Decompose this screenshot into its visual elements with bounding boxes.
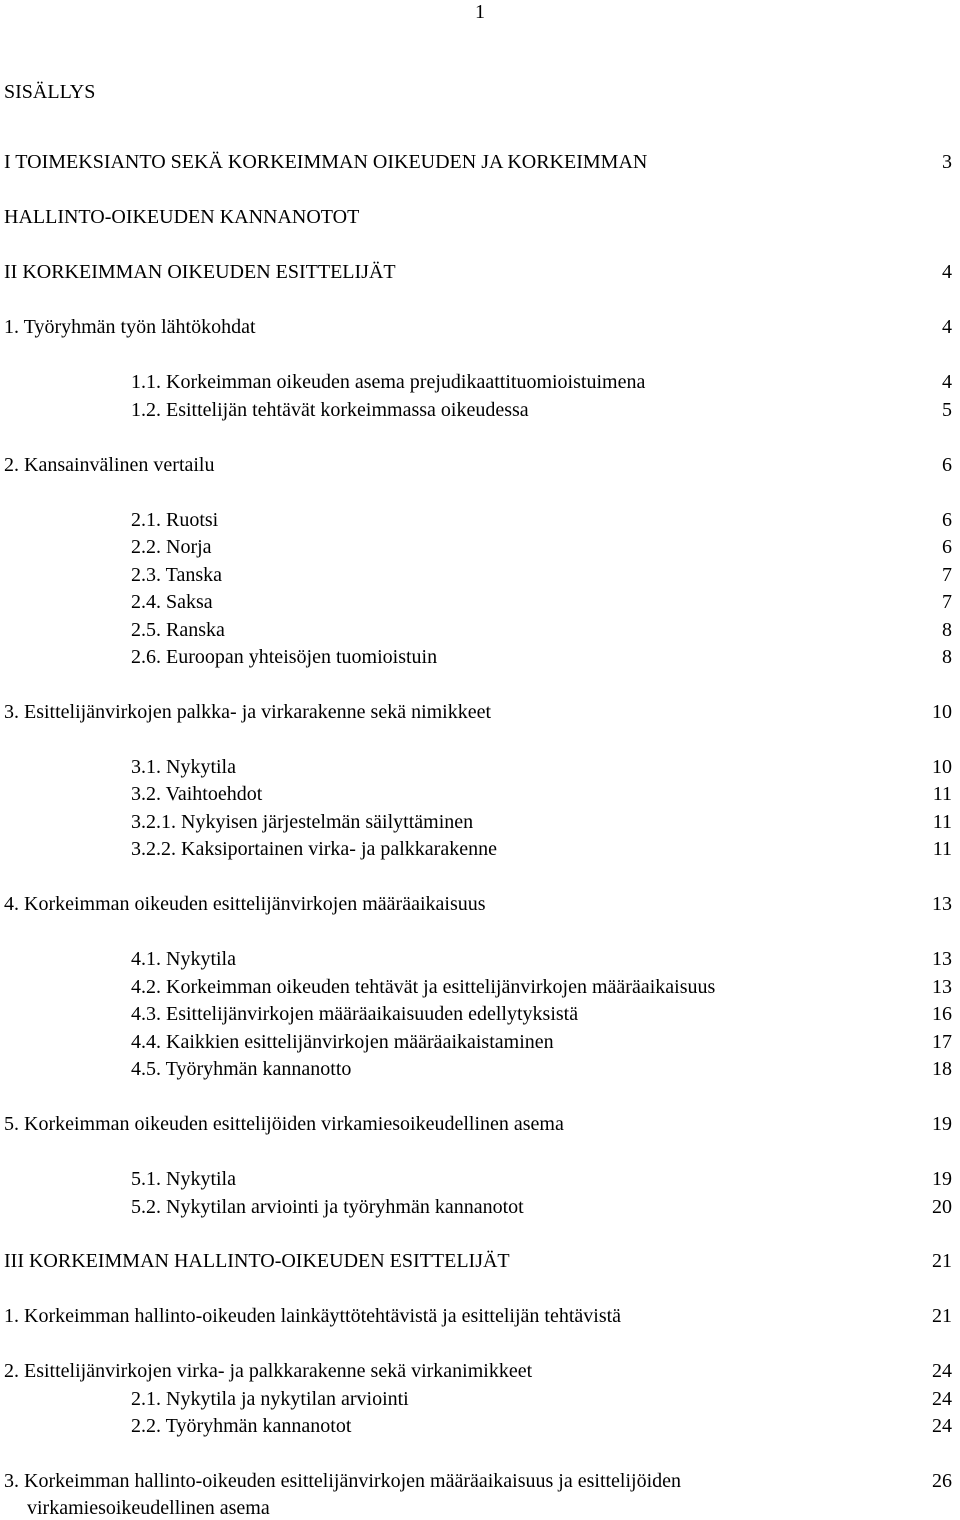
toc-entry-page: 24: [932, 1415, 952, 1437]
toc-entry-title: 1.1. Korkeimman oikeuden asema prejudikaattituomioistuimena: [131, 371, 646, 393]
toc-entry-title: 3.1. Nykytila: [131, 756, 236, 778]
toc-entry: [4, 1032, 952, 1054]
toc-entry-page: 4: [942, 371, 952, 393]
toc-entry-page: 24: [932, 1360, 952, 1382]
toc-entry-title: I TOIMEKSIANTO SEKÄ KORKEIMMAN OIKEUDEN JA KORKEIMMAN: [4, 151, 648, 173]
toc-entry: [4, 1389, 952, 1411]
toc-entry: [4, 1498, 952, 1520]
toc-entry-title: 5.1. Nykytila: [131, 1168, 236, 1190]
page-number: 1: [475, 1, 485, 23]
toc-entry: [4, 1416, 952, 1438]
toc-entry-page: 6: [942, 509, 952, 531]
toc-entry-page: 18: [932, 1058, 952, 1080]
toc-entry-page: 4: [942, 316, 952, 338]
toc-entry-title: 4.2. Korkeimman oikeuden tehtävät ja esittelijänvirkojen määräaikaisuus: [131, 976, 716, 998]
toc-entry: [4, 1197, 952, 1219]
toc-entry-title: III KORKEIMMAN HALLINTO-OIKEUDEN ESITTELIJÄT: [4, 1250, 510, 1272]
toc-entry: [4, 894, 952, 916]
toc-entry-page: 16: [932, 1003, 952, 1025]
toc-entry-title: 3. Esittelijänvirkojen palkka- ja virkarakenne sekä nimikkeet: [4, 701, 492, 723]
toc-entry-title: HALLINTO-OIKEUDEN KANNANOTOT: [4, 206, 360, 228]
toc-entry: [4, 565, 952, 587]
toc-entry: [4, 317, 952, 339]
toc-entry-title: 1. Korkeimman hallinto-oikeuden lainkäyttötehtävistä ja esittelijän tehtävistä: [4, 1305, 622, 1327]
toc-entry-title: 4.1. Nykytila: [131, 948, 236, 970]
toc-entry: [4, 1114, 952, 1136]
toc-entry-page: 8: [942, 619, 952, 641]
toc-entry: [4, 1169, 952, 1191]
toc-entry-title: 2.4. Saksa: [131, 591, 213, 613]
toc-entry: [4, 1306, 952, 1328]
toc-entry: [4, 372, 952, 394]
toc-entry-page: 7: [942, 564, 952, 586]
toc-entry-page: 17: [932, 1031, 952, 1053]
toc-entry-page: 11: [932, 811, 952, 833]
toc-entry-title: 3.2. Vaihtoehdot: [131, 783, 263, 805]
toc-entry: [4, 592, 952, 614]
toc-entry-title: 4. Korkeimman oikeuden esittelijänvirkojen määräaikaisuus: [4, 893, 486, 915]
toc-entry: [4, 1251, 952, 1273]
toc-entry-page: 10: [932, 756, 952, 778]
toc-entry: [4, 812, 952, 834]
toc-entry-page: 4: [942, 261, 952, 283]
toc-heading: SISÄLLYS: [4, 81, 96, 103]
toc-entry-page: 21: [932, 1250, 952, 1272]
toc-entry: [4, 839, 952, 861]
toc-entry: [4, 152, 952, 174]
toc-entry: [4, 949, 952, 971]
toc-entry-page: 19: [932, 1113, 952, 1135]
toc-entry-page: 19: [932, 1168, 952, 1190]
toc-entry: [4, 1059, 952, 1081]
toc-entry: [4, 262, 952, 284]
toc-entry-title: 3.2.1. Nykyisen järjestelmän säilyttäminen: [131, 811, 474, 833]
toc-entry-page: 11: [932, 783, 952, 805]
toc-entry-title: 2. Esittelijänvirkojen virka- ja palkkarakenne sekä virkanimikkeet: [4, 1360, 533, 1382]
toc-entry-page: 13: [932, 976, 952, 998]
toc-entry: [4, 400, 952, 422]
toc-entry-page: 20: [932, 1196, 952, 1218]
toc-entry-page: 13: [932, 948, 952, 970]
toc-entry-title: 4.4. Kaikkien esittelijänvirkojen määräaikaistaminen: [131, 1031, 554, 1053]
toc-entry-title: 4.5. Työryhmän kannanotto: [131, 1058, 352, 1080]
toc-entry-page: 21: [932, 1305, 952, 1327]
toc-entry-page: 8: [942, 646, 952, 668]
toc-entry: [4, 537, 952, 559]
toc-entry-title: II KORKEIMMAN OIKEUDEN ESITTELIJÄT: [4, 261, 396, 283]
toc-entry-title: 2.3. Tanska: [131, 564, 222, 586]
toc-entry-title: virkamiesoikeudellinen asema: [27, 1497, 270, 1519]
toc-entry: [4, 207, 952, 229]
toc-entry-title: 5.2. Nykytilan arviointi ja työryhmän kannanotot: [131, 1196, 524, 1218]
toc-entry-title: 2. Kansainvälinen vertailu: [4, 454, 215, 476]
toc-entry-page: 11: [932, 838, 952, 860]
toc-entry-page: 10: [932, 701, 952, 723]
toc-entry-title: 1.2. Esittelijän tehtävät korkeimmassa oikeudessa: [131, 399, 529, 421]
toc-entry-page: 13: [932, 893, 952, 915]
toc-entry-title: 2.2. Työryhmän kannanotot: [131, 1415, 352, 1437]
toc-entry: [4, 1004, 952, 1026]
toc-entry-title: 2.5. Ranska: [131, 619, 225, 641]
toc-entry: [4, 977, 952, 999]
toc-entry-title: 2.2. Norja: [131, 536, 212, 558]
toc-entry-page: 26: [932, 1470, 952, 1492]
toc-entry-title: 3. Korkeimman hallinto-oikeuden esittelijänvirkojen määräaikaisuus ja esittelijöiden: [4, 1470, 682, 1492]
toc-entry-title: 2.1. Nykytila ja nykytilan arviointi: [131, 1388, 409, 1410]
toc-entry: [4, 647, 952, 669]
toc-entry-page: 6: [942, 536, 952, 558]
toc-entry: [4, 784, 952, 806]
toc-entry-title: 4.3. Esittelijänvirkojen määräaikaisuuden edellytyksistä: [131, 1003, 579, 1025]
toc-entry-page: 7: [942, 591, 952, 613]
toc-entry: [4, 455, 952, 477]
toc-entry: [4, 702, 952, 724]
toc-entry-title: 1. Työryhmän työn lähtökohdat: [4, 316, 256, 338]
toc-entry-title: 2.1. Ruotsi: [131, 509, 219, 531]
toc-entry-page: 6: [942, 454, 952, 476]
toc-entry: [4, 1361, 952, 1383]
toc-entry: [4, 620, 952, 642]
toc-entry-page: 24: [932, 1388, 952, 1410]
toc-entry-title: 5. Korkeimman oikeuden esittelijöiden virkamiesoikeudellinen asema: [4, 1113, 564, 1135]
toc-entry: [4, 1471, 952, 1493]
toc-entry: [4, 510, 952, 532]
toc-entry-page: 5: [942, 399, 952, 421]
toc-entry-page: 3: [942, 151, 952, 173]
toc-entry-title: 3.2.2. Kaksiportainen virka- ja palkkarakenne: [131, 838, 497, 860]
toc-entry: [4, 757, 952, 779]
toc-entry-title: 2.6. Euroopan yhteisöjen tuomioistuin: [131, 646, 438, 668]
